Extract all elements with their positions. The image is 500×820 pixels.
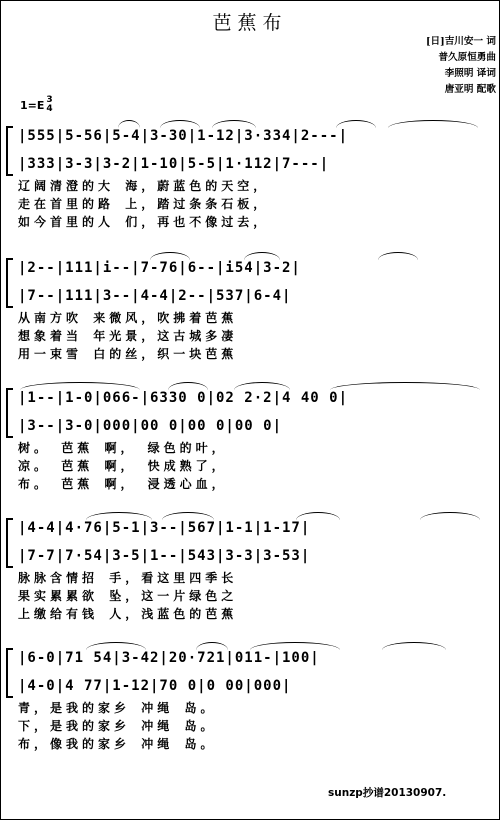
lyric-verse-1: 辽阔清澄的大 海，蔚蓝色的天空， [18,179,270,193]
harmony-line: |3--|3-0|000|00 0|00 0|00 0| [18,418,283,434]
credits-block [400,34,496,98]
credit-composer: 普久原恒勇曲 [438,52,496,63]
song-title: 芭蕉布 [212,12,288,34]
lyric-verse-1: 青，是我的家乡 冲绳 岛。 [18,701,217,715]
lyric-verse-3: 布，像我的家乡 冲绳 岛。 [18,737,217,751]
lyric-verse-2: 下，是我的家乡 冲绳 岛。 [18,719,217,733]
credit-lyricist: [日]吉川安一 词 [426,36,496,47]
lyric-verse-2: 果实累累欲 坠，这一片绿色之 [18,589,238,603]
melody-line: |6-0|71 54|3-42|20·721|011-|100| [18,650,320,666]
lyric-verse-2: 想象着当 年光景，这古城多凄 [18,329,238,343]
lyric-verse-2: 凉。 芭蕉 啊， 快成熟了， [18,459,228,473]
system-bracket [6,126,13,176]
system-bracket [6,388,13,438]
lyric-verse-1: 脉脉含情招 手，看这里四季长 [18,571,238,585]
system-bracket [6,258,13,308]
credit-arranger: 唐亚明 配歌 [444,84,496,95]
system-bracket [6,518,13,568]
lyric-verse-3: 如今首里的人 们，再也不像过去， [18,215,270,229]
key-label: 1=E [20,98,45,112]
melody-line: |1--|1-0|066-|6330 0|02 2·2|4 40 0| [18,390,349,406]
lyric-verse-1: 从南方吹 来微风，吹拂着芭蕉 [18,311,238,325]
time-signature [46,96,52,114]
harmony-line: |4-0|4 77|1-12|70 0|0 00|000| [18,678,292,694]
harmony-line: |7-7|7·54|3-5|1--|543|3-3|3-53| [18,548,311,564]
lyric-verse-3: 布。 芭蕉 啊， 浸透心血， [18,477,228,491]
lyric-verse-3: 上缴给有钱 人，浅蓝色的芭蕉 [18,607,238,621]
harmony-line: |333|3-3|3-2|1-10|5-5|1·112|7---| [18,156,330,172]
melody-line: |2--|111|i--|7-76|6--|i54|3-2| [18,260,301,276]
system-bracket [6,648,13,698]
melody-line: |555|5-56|5-4|3-30|1-12|3·334|2---| [18,128,349,144]
time-signature-bottom: 4 [46,104,53,114]
time-signature-top: 3 [46,95,53,105]
key-signature [20,96,53,114]
lyric-verse-3: 用一束雪 白的丝，织一块芭蕉 [18,347,238,361]
lyric-verse-2: 走在首里的路 上，踏过条条石板， [18,197,270,211]
harmony-line: |7--|111|3--|4-4|2--|537|6-4| [18,288,292,304]
credit-translator: 李照明 译词 [444,68,496,79]
melody-line: |4-4|4·76|5-1|3--|567|1-1|1-17| [18,520,311,536]
transcriber-note: sunzp抄谱20130907. [328,787,447,799]
lyric-verse-1: 树。 芭蕉 啊， 绿色的叶， [18,441,228,455]
